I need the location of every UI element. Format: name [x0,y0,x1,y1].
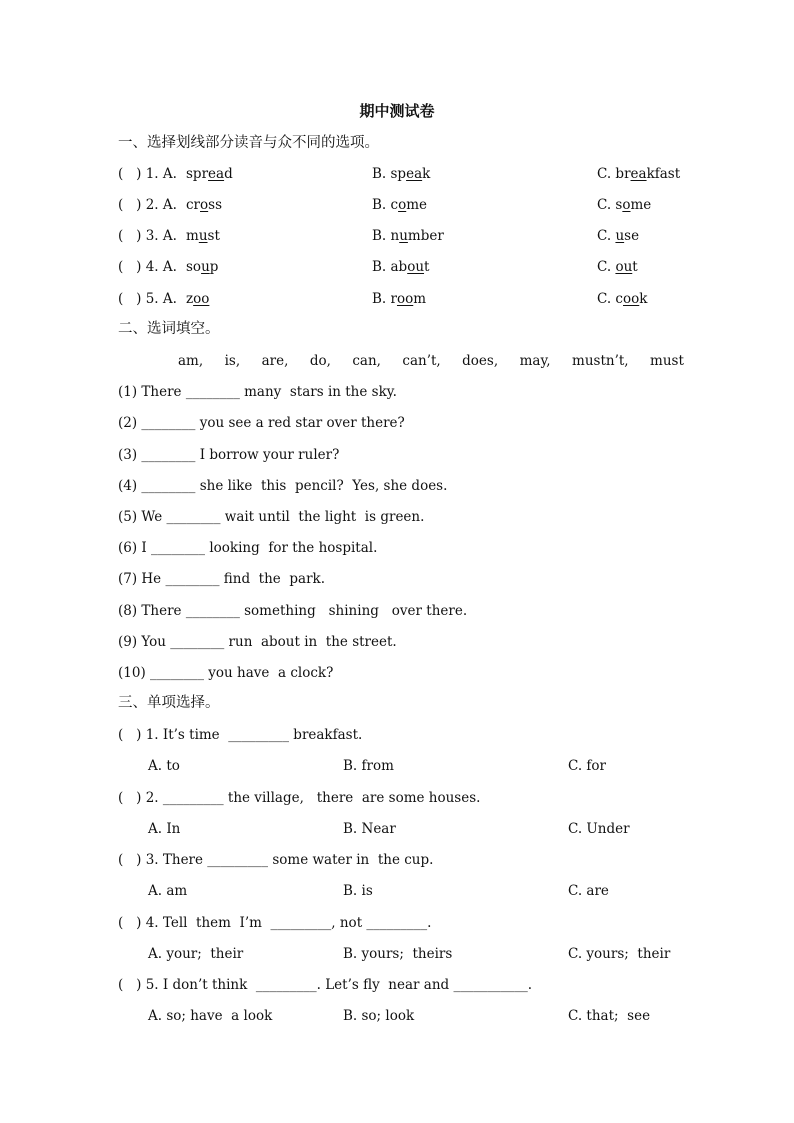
question-number: ( ) 4. A. [118,259,177,275]
question-number: ( ) 3. A. [118,228,177,244]
mc-option-b: B. yours; theirs [343,946,453,962]
mc-option-a: A. am [148,883,188,899]
fill-blank-item: (5) We ________ wait until the light is green. [118,509,425,525]
mc-option-b: B. Near [343,821,396,837]
option-c: C. cook [597,291,648,307]
mc-option-c: C. that; see [568,1008,651,1024]
fill-blank-item: (2) ________ you see a red star over there? [118,415,405,431]
option-c: C. out [597,259,638,275]
mc-option-a: A. your; their [148,946,244,962]
option-a: must [186,228,220,244]
option-a: spread [186,166,233,182]
mc-question: ( ) 1. It’s time _________ breakfast. [118,727,363,743]
section3-heading: 三、单项选择。 [118,695,220,711]
fill-blank-item: (9) You ________ run about in the street. [118,634,397,650]
option-a: cross [186,197,223,213]
fill-blank-item: (6) I ________ looking for the hospital. [118,540,378,556]
fill-blank-item: (7) He ________ find the park. [118,571,325,587]
question-number: ( ) 2. A. [118,197,177,213]
fill-blank-item: (1) There ________ many stars in the sky. [118,384,397,400]
option-b: B. number [372,228,444,244]
mc-question: ( ) 3. There _________ some water in the cup. [118,852,434,868]
question-number: ( ) 1. A. [118,166,177,182]
option-b: B. room [372,291,427,307]
option-b: B. come [372,197,428,213]
mc-option-c: C. are [568,883,609,899]
page-title: 期中测试卷 [359,102,435,120]
fill-blank-item: (4) ________ she like this pencil? Yes, she does. [118,478,448,494]
option-a: zoo [186,291,210,307]
mc-option-c: C. Under [568,821,630,837]
mc-option-a: A. In [148,821,181,837]
option-b: B. speak [372,166,431,182]
fill-blank-item: (10) ________ you have a clock? [118,665,334,681]
mc-question: ( ) 4. Tell them I’m _________, not _________. [118,915,432,931]
mc-question: ( ) 5. I don’t think _________. Let’s fly near and ___________. [118,977,532,993]
mc-option-b: B. from [343,758,394,774]
mc-option-c: C. for [568,758,607,774]
option-c: C. breakfast [597,166,681,182]
mc-option-b: B. is [343,883,373,899]
fill-blank-item: (8) There ________ something shining over there. [118,603,468,619]
section2-heading: 二、选词填空。 [118,321,220,337]
section1-heading: 一、选择划线部分读音与众不同的选项。 [118,135,379,151]
word-bank: am, is, are, do, can, can’t, does, may, mustn’t, must [178,353,684,369]
mc-option-a: A. so; have a look [148,1008,273,1024]
option-b: B. about [372,259,430,275]
mc-option-b: B. so; look [343,1008,415,1024]
mc-option-a: A. to [148,758,180,774]
mc-option-c: C. yours; their [568,946,671,962]
question-number: ( ) 5. A. [118,291,177,307]
option-c: C. some [597,197,652,213]
mc-question: ( ) 2. _________ the village, there are some houses. [118,790,481,806]
option-a: soup [186,259,219,275]
option-c: C. use [597,228,640,244]
fill-blank-item: (3) ________ I borrow your ruler? [118,447,340,463]
